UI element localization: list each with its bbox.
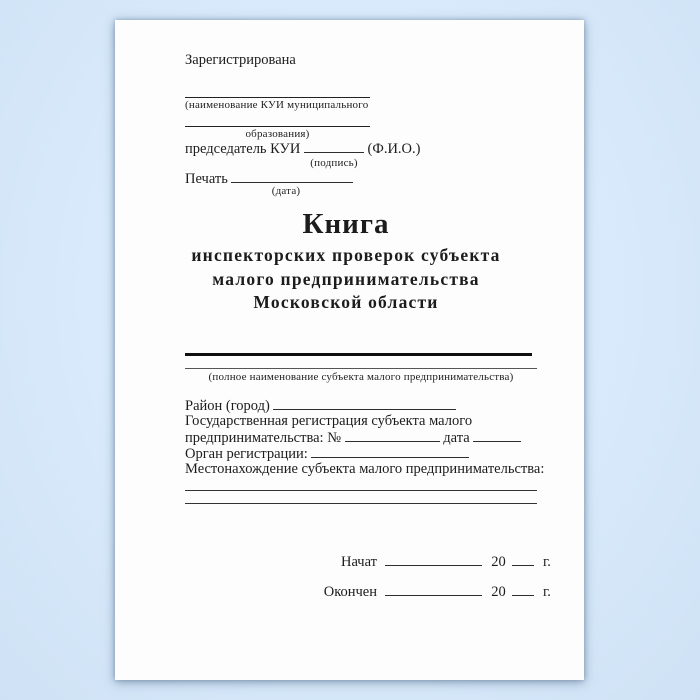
finished-year-blank [512, 583, 534, 596]
location-label: Местонахождение субъекта малого предпринимательства: [185, 461, 545, 478]
subject-name-block [185, 353, 537, 383]
document-page [115, 20, 584, 680]
district-label: Район (город) [185, 398, 270, 414]
district-row [185, 397, 537, 414]
started-row [265, 553, 565, 569]
district-blank [273, 397, 456, 410]
title-line-4: Московской области [253, 292, 439, 312]
seal-label: Печать [185, 171, 228, 187]
authority-row [185, 445, 537, 462]
chairman-signature-blank [304, 140, 364, 153]
kui-name-blank-2 [185, 115, 370, 127]
state-reg-number-blank [345, 429, 440, 442]
chairman-label: председатель КУИ [185, 141, 301, 157]
kui-name-caption-1: (наименование КУИ муниципального [185, 99, 369, 111]
state-reg-date-label: дата [443, 429, 470, 446]
chairman-row [185, 140, 420, 158]
finished-year-prefix: 20 [491, 584, 506, 600]
kui-name-blank-1 [185, 86, 370, 98]
subject-name-thin-line [185, 368, 537, 369]
details-block [185, 397, 545, 504]
footer-block [265, 553, 565, 613]
state-reg-line-2 [185, 429, 537, 446]
location-blank-line-2 [185, 503, 537, 504]
started-year-prefix: 20 [491, 554, 506, 570]
state-reg-line-1: Государственная регистрация субъекта малого [185, 412, 473, 429]
finished-label: Окончен [323, 584, 377, 600]
state-reg-number-label: предпринимательства: № [185, 429, 342, 446]
title-line-2: инспекторских проверок субъекта [191, 245, 501, 265]
book-title: Книга [302, 208, 390, 240]
location-blank-line-1 [185, 490, 537, 491]
state-reg-date-blank [473, 429, 521, 442]
registration-block [185, 52, 537, 207]
started-year-suffix: г. [543, 554, 551, 570]
seal-date-blank [231, 170, 353, 183]
chairman-fio-label: (Ф.И.О.) [367, 141, 421, 157]
kui-name-caption-2: образования) [245, 128, 310, 140]
finished-row [265, 583, 565, 599]
date-caption: (дата) [271, 185, 301, 197]
signature-caption: (подпись) [310, 157, 358, 169]
started-label: Начат [340, 554, 377, 570]
started-year-blank [512, 553, 534, 566]
finished-year-suffix: г. [543, 584, 551, 600]
registered-label: Зарегистрирована [185, 52, 296, 68]
title-line-3: малого предпринимательства [212, 268, 480, 289]
title-block [115, 208, 577, 315]
authority-label: Орган регистрации: [185, 446, 308, 463]
finished-blank [385, 583, 482, 596]
started-blank [385, 553, 482, 566]
subject-name-thick-line [185, 353, 532, 356]
authority-blank [311, 445, 469, 458]
subject-name-caption: (полное наименование субъекта малого предпринимательства) [208, 371, 514, 383]
